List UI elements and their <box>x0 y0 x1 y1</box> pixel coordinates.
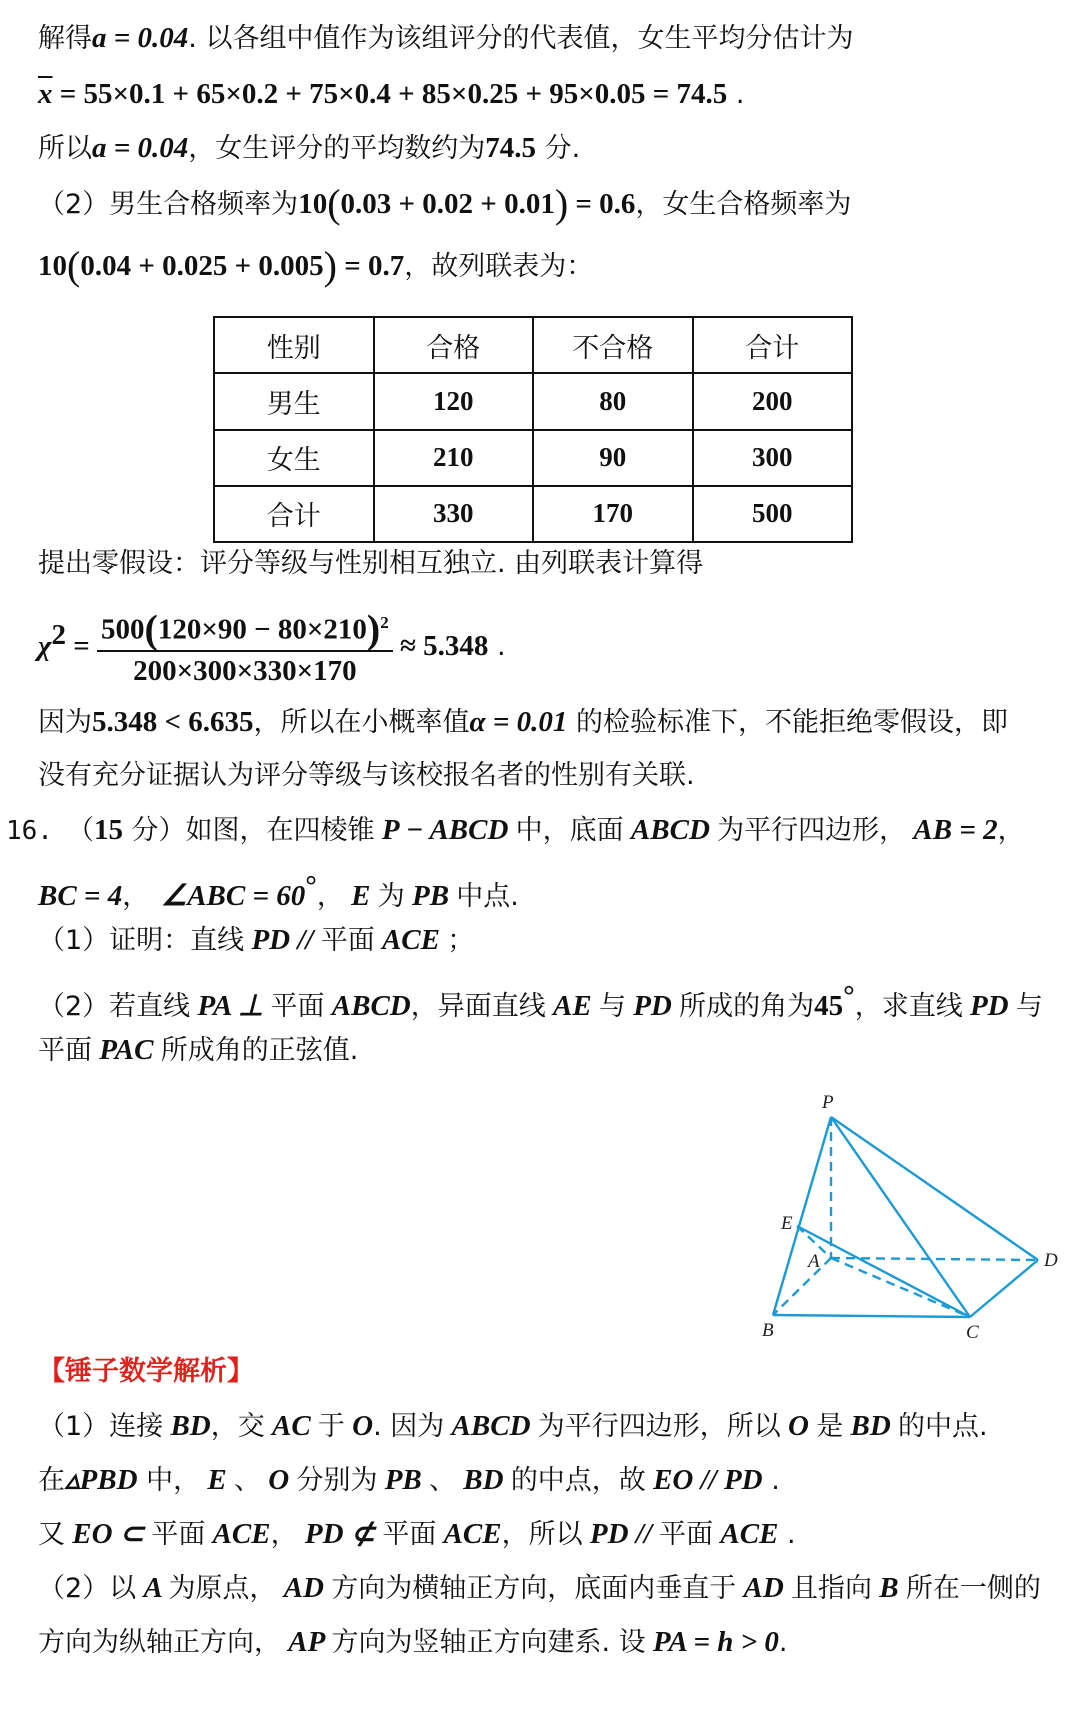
text-line <box>38 866 519 917</box>
text: ，女生评分的平均数约为 <box>188 133 486 164</box>
math: EO ⊂ <box>65 1518 152 1550</box>
math: B <box>872 1572 906 1604</box>
math: AP <box>281 1626 332 1658</box>
math: AB = 2 <box>906 814 998 846</box>
label-d: D <box>1044 1250 1058 1271</box>
table-cell: 120 <box>374 373 534 429</box>
table-cell: 500 <box>693 486 853 542</box>
math: ∠ABC = 60 <box>161 880 306 912</box>
math: O <box>344 1410 374 1442</box>
math: PD <box>962 990 1016 1022</box>
text-line <box>38 243 594 288</box>
text: （1）连接 <box>38 1411 164 1442</box>
text: ， <box>316 881 344 912</box>
math: a = 0.04 <box>92 132 189 164</box>
math: 45 <box>814 990 844 1022</box>
text-line <box>38 181 852 226</box>
math: PA = h > 0 <box>645 1626 779 1658</box>
question-16-line <box>6 810 1025 851</box>
text: 平面 <box>270 991 325 1022</box>
text-line <box>38 128 580 169</box>
paren: ( <box>327 181 341 226</box>
text: 且指向 <box>791 1573 873 1604</box>
text: ， <box>122 881 150 912</box>
table-cell: 300 <box>693 430 853 486</box>
math: = 0.7 <box>336 250 405 282</box>
math: ° <box>843 980 855 1012</box>
text: . <box>778 1519 796 1550</box>
text: 是 <box>816 1411 844 1442</box>
math: ▵PBD <box>65 1464 138 1496</box>
text: 分. <box>536 133 581 164</box>
math: α = 0.01 <box>469 706 568 738</box>
table-header-cell: 合计 <box>693 317 853 373</box>
segment-ec <box>797 1226 970 1317</box>
text: 所在一侧的 <box>905 1573 1041 1604</box>
mean-formula <box>38 74 744 115</box>
math: A <box>136 1572 169 1604</box>
text: ，异面直线 <box>410 991 546 1022</box>
math: BC = 4 <box>38 880 123 912</box>
text: 的中点. <box>898 1411 988 1442</box>
text: 所成的角为 <box>679 991 815 1022</box>
math: 500 <box>101 613 145 646</box>
analysis-heading <box>38 1352 254 1392</box>
math: $\overline{x}$ <box>38 78 53 110</box>
table-cell: 90 <box>533 430 693 486</box>
math: = 55×0.1 + 65×0.2 + 75×0.4 + 85×0.25 + 95×0.05 = 74.5 <box>52 78 728 110</box>
math: P − ABCD <box>374 814 516 846</box>
text-line <box>38 976 1043 1027</box>
math: AD <box>276 1572 332 1604</box>
label-a: A <box>808 1251 820 1272</box>
text: 分别为 <box>296 1465 378 1496</box>
text: ，故列联表为： <box>404 251 594 282</box>
math: BD <box>163 1410 211 1442</box>
math: E <box>343 880 378 912</box>
chi-square-formula <box>38 605 506 688</box>
text: 中点. <box>456 881 519 912</box>
text: . 以各组中值作为该组评分的代表值，女生平均分估计为 <box>188 23 854 54</box>
math: ACE <box>205 1518 271 1550</box>
text: ， <box>270 1519 298 1550</box>
text: 方向为纵轴正方向， <box>38 1627 281 1658</box>
text-line <box>38 1568 1041 1609</box>
math: AE <box>545 990 599 1022</box>
table-header-cell: 合格 <box>374 317 534 373</box>
math: BD <box>456 1464 511 1496</box>
paren: ) <box>554 181 569 226</box>
text: 在 <box>38 1465 65 1496</box>
figure-lines <box>773 1117 1038 1317</box>
text-line <box>38 920 474 961</box>
text-line <box>38 1622 787 1663</box>
text: 所成角的正弦值. <box>160 1035 359 1066</box>
text: 平面 <box>38 1035 92 1066</box>
pyramid-figure <box>740 1090 1080 1340</box>
text: 平面 <box>382 1519 437 1550</box>
table-cell: 170 <box>533 486 693 542</box>
table-header-cell: 性别 <box>214 317 374 373</box>
text: 的中点，故 <box>510 1465 646 1496</box>
text: 、 <box>429 1465 457 1496</box>
math: a = 0.04 <box>92 22 189 54</box>
math: ACE <box>713 1518 779 1550</box>
table-header-row <box>214 317 852 373</box>
analysis-title: 【锤子数学解析】 <box>38 1356 254 1387</box>
text: （2）若直线 <box>38 991 191 1022</box>
label-p: P <box>822 1092 834 1113</box>
math: AD <box>736 1572 792 1604</box>
paren: ( <box>67 243 81 288</box>
math: E <box>200 1464 234 1496</box>
text-line <box>38 544 703 584</box>
math: EO // PD <box>645 1464 763 1496</box>
fraction-numerator <box>97 605 393 652</box>
math: 10 <box>298 188 328 220</box>
math: 2 <box>380 613 389 632</box>
text: ； <box>447 925 475 956</box>
paren: ) <box>323 243 337 288</box>
math: BD <box>843 1410 899 1442</box>
table-row <box>214 486 852 542</box>
math: 120×90 − 80×210 <box>157 613 367 646</box>
text: 为 <box>377 881 405 912</box>
math: 2 <box>51 618 66 651</box>
label-e: E <box>781 1213 793 1234</box>
text: （ <box>66 815 94 846</box>
fraction-denominator: 200×300×330×170 <box>133 654 357 687</box>
math: PAC <box>92 1034 161 1066</box>
text: ，交 <box>210 1411 265 1442</box>
text: . <box>727 79 745 110</box>
text: 方向为竖轴正方向建系. 设 <box>331 1627 646 1658</box>
math: 5.348 < 6.635 <box>92 706 254 738</box>
text-line <box>38 702 1008 743</box>
text: . 因为 <box>373 1411 445 1442</box>
edge-bc <box>773 1315 970 1317</box>
text: 方向为横轴正方向，底面内垂直于 <box>331 1573 737 1604</box>
text: 为平行四边形，所以 <box>537 1411 781 1442</box>
math: PB <box>404 880 457 912</box>
text-line <box>38 1514 796 1555</box>
text: . <box>778 1627 788 1658</box>
text: 分）如图，在四棱锥 <box>122 815 375 846</box>
text: 与 <box>598 991 626 1022</box>
math: 0.03 + 0.02 + 0.01 <box>340 188 555 220</box>
math: O <box>261 1464 297 1496</box>
text: ，所以 <box>501 1519 583 1550</box>
text-line <box>38 756 695 796</box>
text: ，所以在小概率值 <box>253 707 470 738</box>
math: ACE <box>374 924 448 956</box>
math: PD // <box>244 924 321 956</box>
table-row <box>214 373 852 429</box>
text: 又 <box>38 1519 65 1550</box>
text: 的检验标准下，不能拒绝零假设，即 <box>567 707 1008 738</box>
text-line <box>38 1460 780 1501</box>
math: O <box>780 1410 817 1442</box>
paren: ( <box>144 606 158 652</box>
text: . <box>488 630 506 662</box>
math: PD // <box>582 1518 660 1550</box>
text-line <box>38 18 853 59</box>
label-c: C <box>966 1322 979 1340</box>
text: 为平行四边形， <box>717 815 907 846</box>
edge-pd <box>831 1117 1038 1260</box>
math: 0.04 + 0.025 + 0.005 <box>80 250 324 282</box>
text: 平面 <box>151 1519 206 1550</box>
table-cell: 男生 <box>214 373 374 429</box>
contingency-table <box>213 316 853 543</box>
text-line <box>38 1030 358 1071</box>
math: 74.5 <box>485 132 537 164</box>
text: 提出零假设：评分等级与性别相互独立. 由列联表计算得 <box>38 548 704 579</box>
text: 解得 <box>38 23 92 54</box>
table-cell: 210 <box>374 430 534 486</box>
math: PD ⊄ <box>297 1518 383 1550</box>
table-cell: 80 <box>533 373 693 429</box>
text: 中， <box>137 1465 201 1496</box>
text: （2）男生合格频率为 <box>38 189 299 220</box>
table-header-cell: 不合格 <box>533 317 693 373</box>
table-cell: 女生 <box>214 430 374 486</box>
text: ，女生合格频率为 <box>635 189 852 220</box>
text: 所以 <box>38 133 92 164</box>
math: ABCD <box>324 990 411 1022</box>
text: ，求直线 <box>854 991 963 1022</box>
math: 10 <box>38 250 67 282</box>
math: PD <box>625 990 680 1022</box>
math: AC <box>264 1410 318 1442</box>
text: （1）证明：直线 <box>38 925 245 956</box>
math: χ <box>38 629 52 662</box>
math: 15 <box>93 814 123 846</box>
math: ABCD <box>444 1410 538 1442</box>
paren: ) <box>366 606 381 652</box>
table-cell: 330 <box>374 486 534 542</box>
text: 为原点， <box>168 1573 277 1604</box>
text: 平面 <box>320 925 375 956</box>
math: PB <box>377 1464 430 1496</box>
text: 中，底面 <box>515 815 624 846</box>
table-cell: 合计 <box>214 486 374 542</box>
math: ≈ 5.348 <box>392 629 489 662</box>
math: ACE <box>436 1518 502 1550</box>
math: ABCD <box>623 814 718 846</box>
table-row <box>214 430 852 486</box>
text: 因为 <box>38 707 92 738</box>
question-number: 16. <box>6 816 53 846</box>
label-b: B <box>762 1320 774 1340</box>
math: = <box>65 629 98 662</box>
table-cell: 200 <box>693 373 853 429</box>
fraction <box>97 605 393 688</box>
text: 与 <box>1015 991 1043 1022</box>
text: 、 <box>234 1465 261 1496</box>
text: （2）以 <box>38 1573 137 1604</box>
math: PA ⊥ <box>190 990 271 1022</box>
math: = 0.6 <box>568 188 636 220</box>
text: 平面 <box>659 1519 714 1550</box>
text-line <box>38 1406 988 1447</box>
text: 没有充分证据认为评分等级与该校报名者的性别有关联. <box>38 760 695 791</box>
math: ° <box>305 870 317 902</box>
text: . <box>762 1465 780 1496</box>
edge-cd <box>970 1260 1038 1317</box>
text: ， <box>997 815 1025 846</box>
text: 于 <box>317 1411 345 1442</box>
